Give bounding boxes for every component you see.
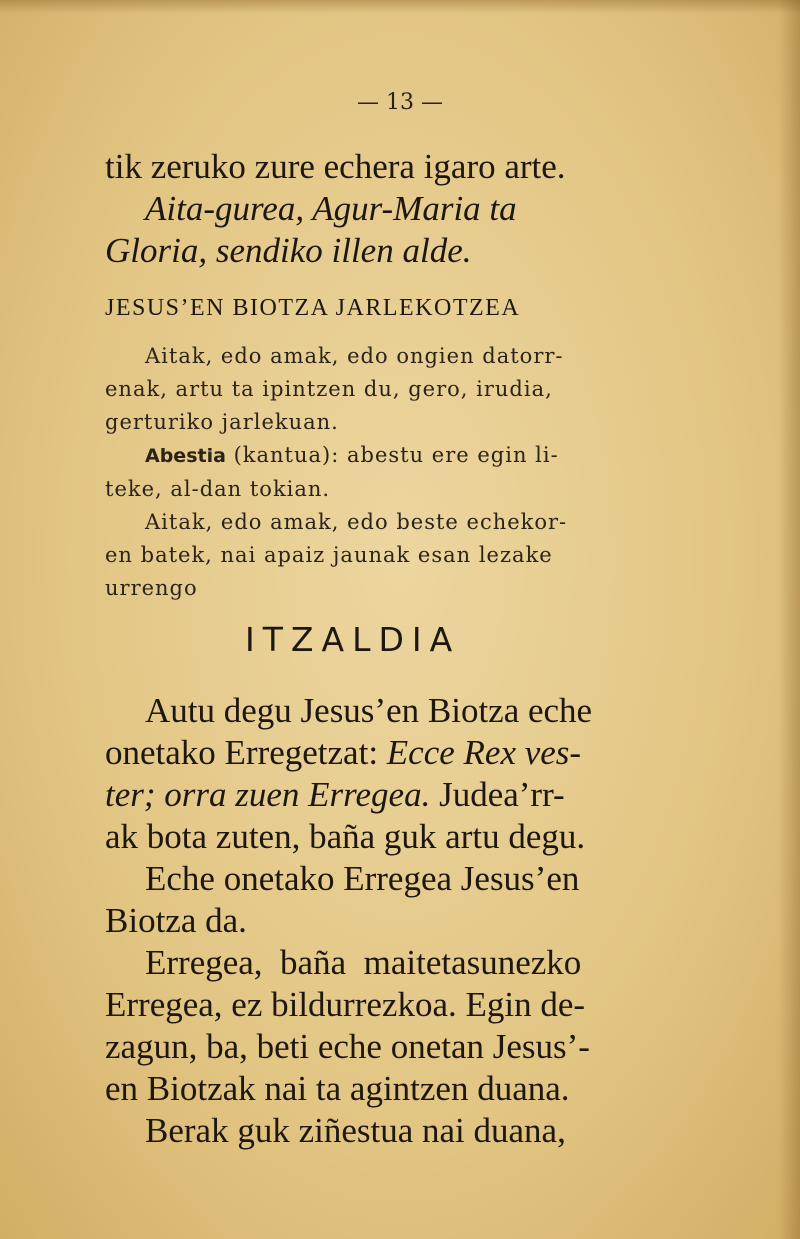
- section-title: ITZALDIA: [245, 620, 461, 659]
- body-p1-line-3: [105, 774, 665, 816]
- instruction-p3-line-2: en batek, nai apaiz jaunak esan lezake: [105, 543, 553, 567]
- instruction-p1-line-1: Aitak, edo amak, edo ongien datorr-: [145, 344, 564, 368]
- body-p3-line-3: zagun, ba, beti eche onetan Jesus’-: [105, 1027, 590, 1066]
- instruction-p2-line-2: teke, al-dan tokian.: [105, 477, 331, 501]
- body-p1-line-2-plain: onetako Erregetzat:: [105, 733, 387, 772]
- abestia-label: Abestia: [145, 445, 226, 467]
- instruction-p2-line-1: [105, 439, 665, 473]
- body-p3-line-1: Erregea, baña maitetasunezko: [145, 943, 582, 982]
- page-number: — 13 —: [357, 90, 443, 115]
- instruction-p3-line-3: urrengo: [105, 576, 198, 600]
- section-heading: JESUS’EN BIOTZA JARLEKOTZEA: [105, 295, 521, 321]
- body-p4-line-1: Berak guk ziñestua nai duana,: [145, 1111, 566, 1150]
- instruction-p1-line-3: gerturiko jarlekuan.: [105, 410, 339, 434]
- body-p1-line-2: [105, 732, 665, 774]
- page-edge-shadow-top: [0, 0, 800, 14]
- body-p1-line-2-italic: Ecce Rex ves-: [386, 733, 582, 772]
- intro-line-1: tik zeruko zure echera igaro arte.: [105, 147, 566, 186]
- body-p1-line-1: Autu degu Jesus’en Biotza eche: [145, 691, 593, 730]
- page-edge-shadow-right: [778, 0, 800, 1239]
- body-p2-line-1: Eche onetako Erregea Jesus’en: [145, 859, 580, 898]
- body-p3-line-2: Erregea, ez bildurrezkoa. Egin de-: [105, 985, 586, 1024]
- body-p1-line-4: ak bota zuten, baña guk artu degu.: [105, 817, 586, 856]
- body-p3-line-4: en Biotzak nai ta agintzen duana.: [105, 1069, 570, 1108]
- body-p2-line-2: Biotza da.: [105, 901, 247, 940]
- body-text: [105, 690, 665, 1152]
- body-p1-line-3-plain: Judea’rr-: [430, 775, 565, 814]
- instruction-p2-line-1-rest: (kantua): abestu ere egin li-: [225, 443, 559, 467]
- intro-line-3: Gloria, sendiko illen alde.: [105, 231, 472, 270]
- intro-line-2: Aita-gurea, Agur-Maria ta: [145, 189, 517, 228]
- instructions: [105, 340, 665, 605]
- instruction-p1-line-2: enak, artu ta ipintzen du, gero, irudia,: [105, 377, 553, 401]
- intro-paragraph: [105, 146, 665, 272]
- instruction-p3-line-1: Aitak, edo amak, edo beste echekor-: [145, 510, 568, 534]
- body-p1-line-3-italic: ter; orra zuen Erregea.: [105, 775, 431, 814]
